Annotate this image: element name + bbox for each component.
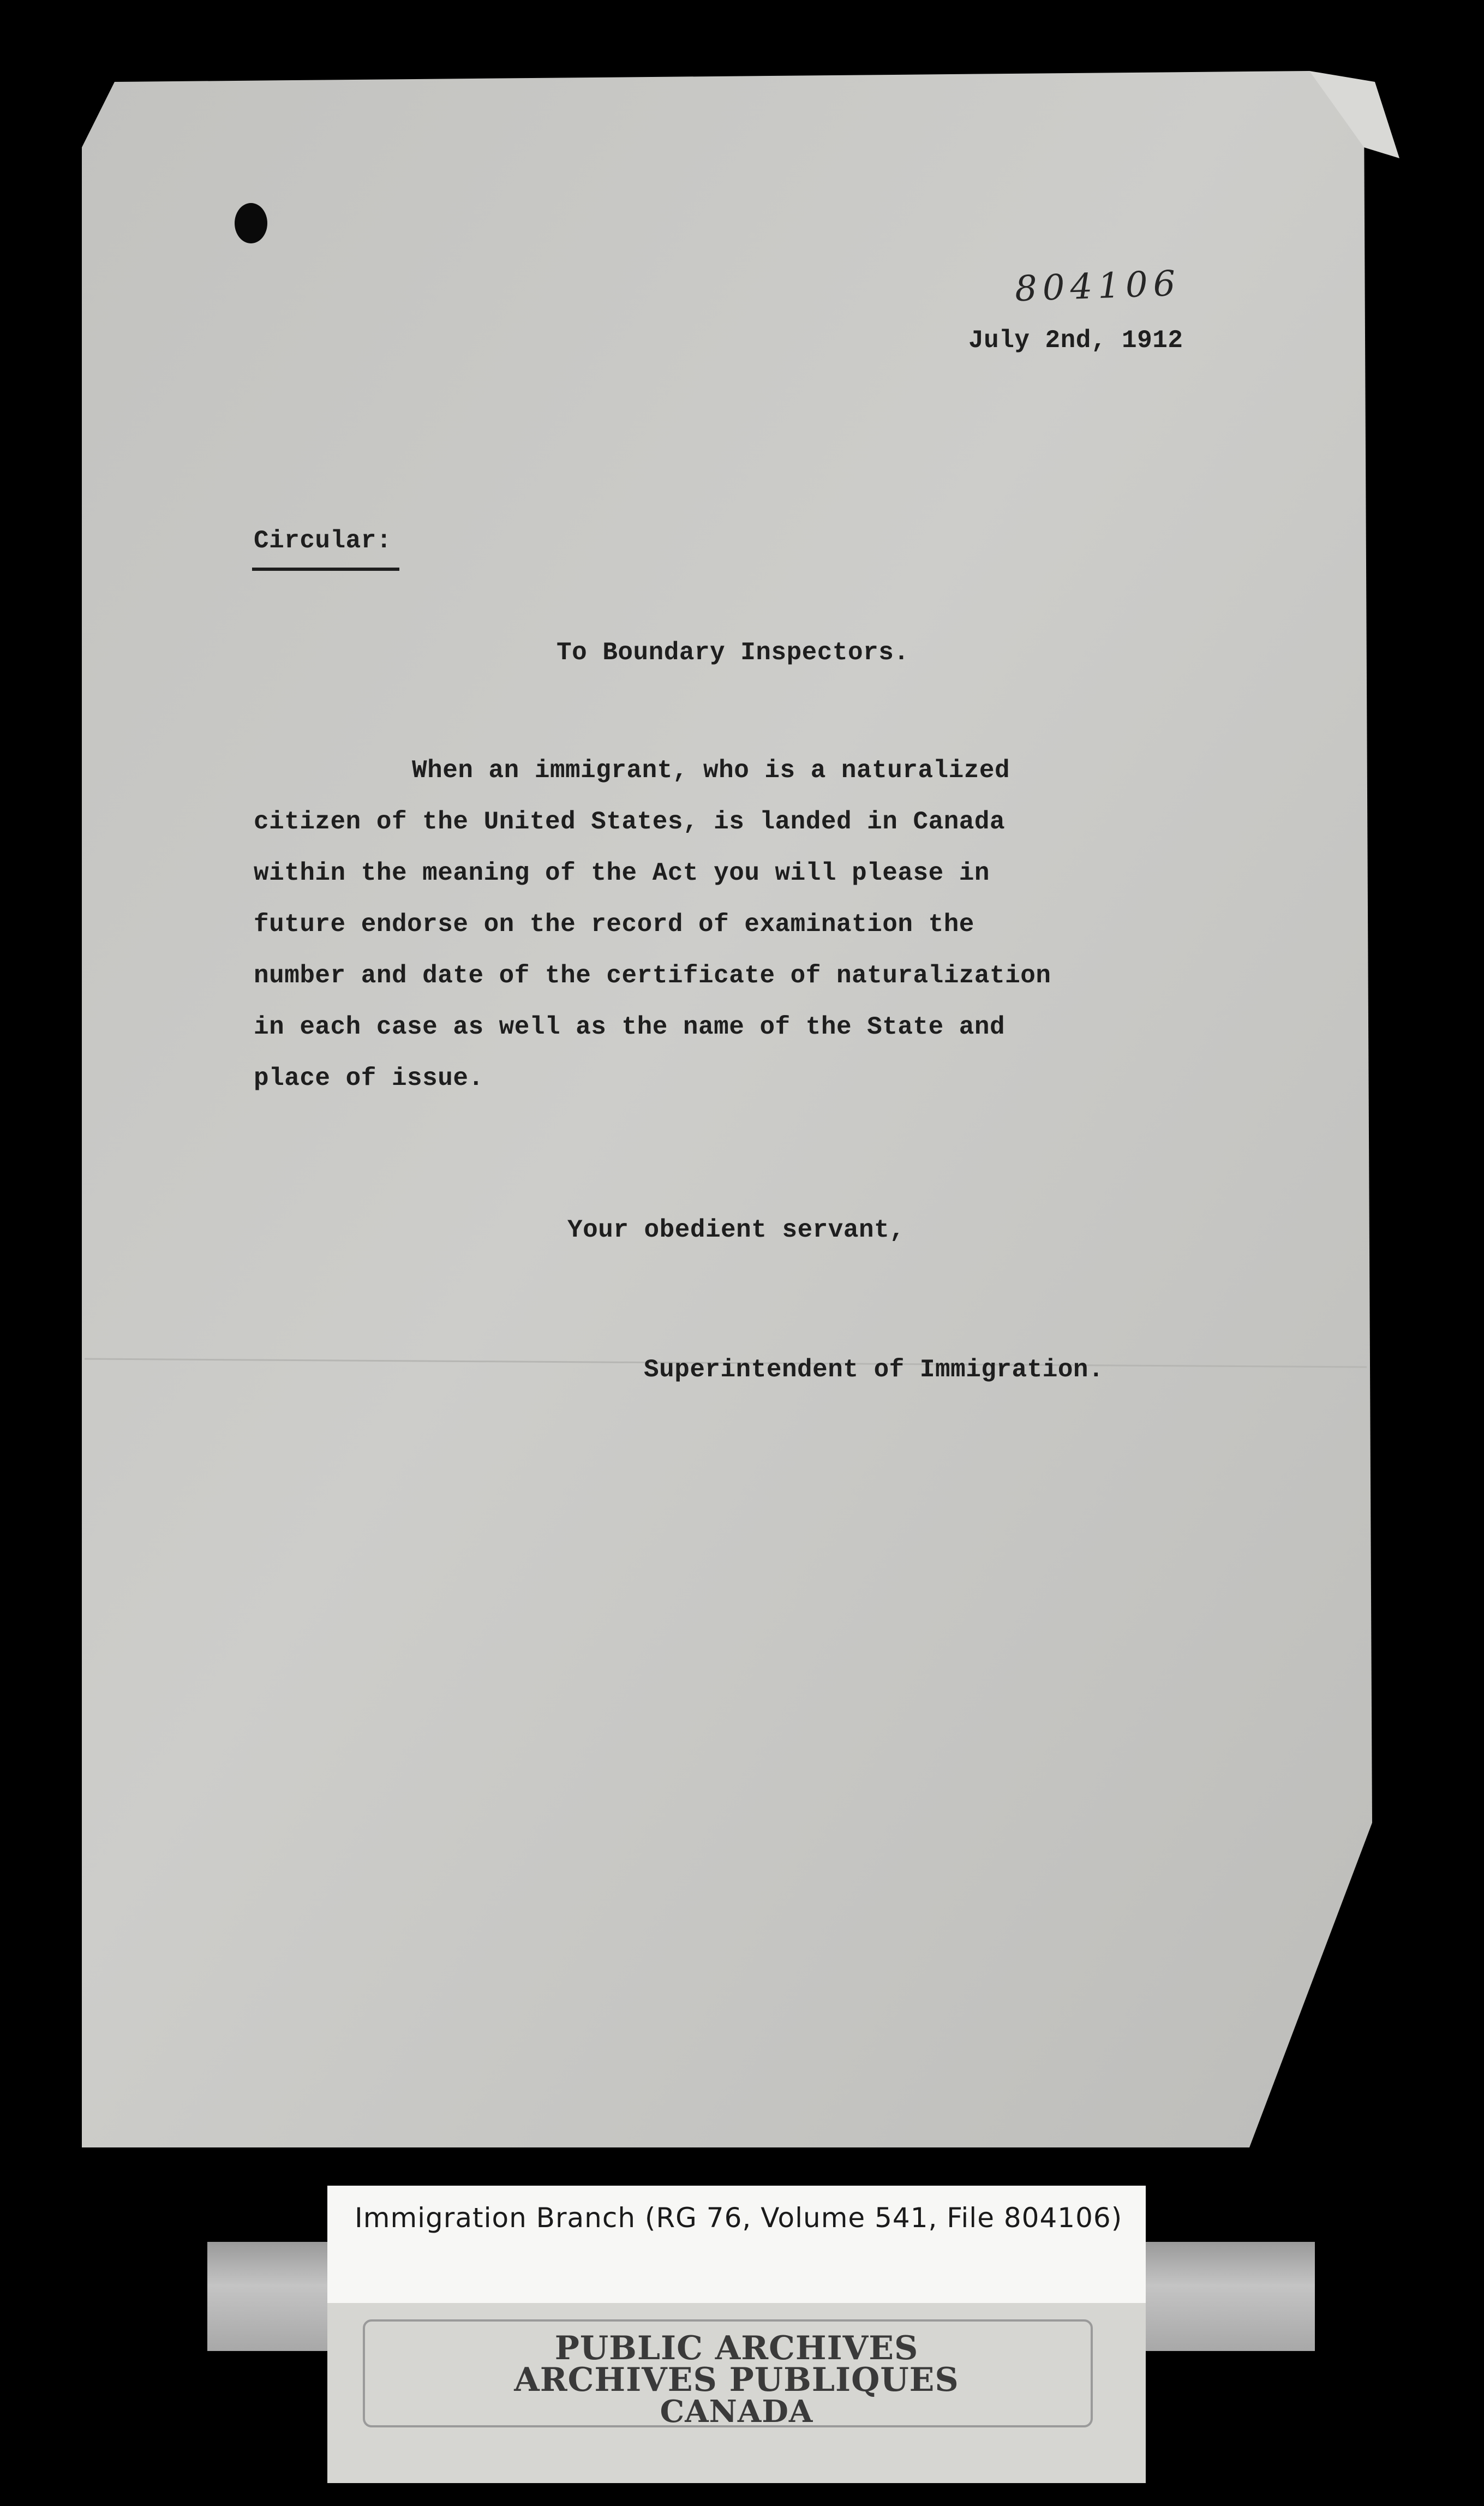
signature-title: Superintendent of Immigration. (644, 1356, 1104, 1384)
body-line: place of issue. (254, 1064, 484, 1093)
body-line: within the meaning of the Act you will please in (254, 859, 990, 887)
body-line: in each case as well as the name of the State and (254, 1013, 1006, 1041)
letter-date: July 2nd, 1912 (968, 326, 1183, 355)
archive-reference-text: Immigration Branch (RG 76, Volume 541, File 804106) (355, 2202, 1123, 2234)
stamp-line-french: ARCHIVES PUBLIQUES (514, 2361, 959, 2399)
stamp-line-english: PUBLIC ARCHIVES (554, 2329, 919, 2367)
body-line: number and date of the certificate of naturalization (254, 962, 1051, 990)
handwritten-file-number: 804106 (1014, 263, 1182, 310)
body-line: future endorse on the record of examination the (254, 910, 974, 939)
body-line: When an immigrant, who is a naturalized (412, 756, 1010, 785)
heading-underline (252, 568, 399, 571)
body-line: citizen of the United States, is landed in Canada (254, 808, 1006, 836)
archive-stamp-label (327, 2303, 1146, 2483)
stamp-line-country: CANADA (660, 2394, 813, 2430)
circular-heading: Circular: (254, 527, 392, 555)
letter-body (254, 745, 1051, 1104)
closing-line: Your obedient servant, (567, 1216, 905, 1244)
punch-hole (235, 203, 267, 243)
addressee-line: To Boundary Inspectors. (556, 639, 909, 667)
